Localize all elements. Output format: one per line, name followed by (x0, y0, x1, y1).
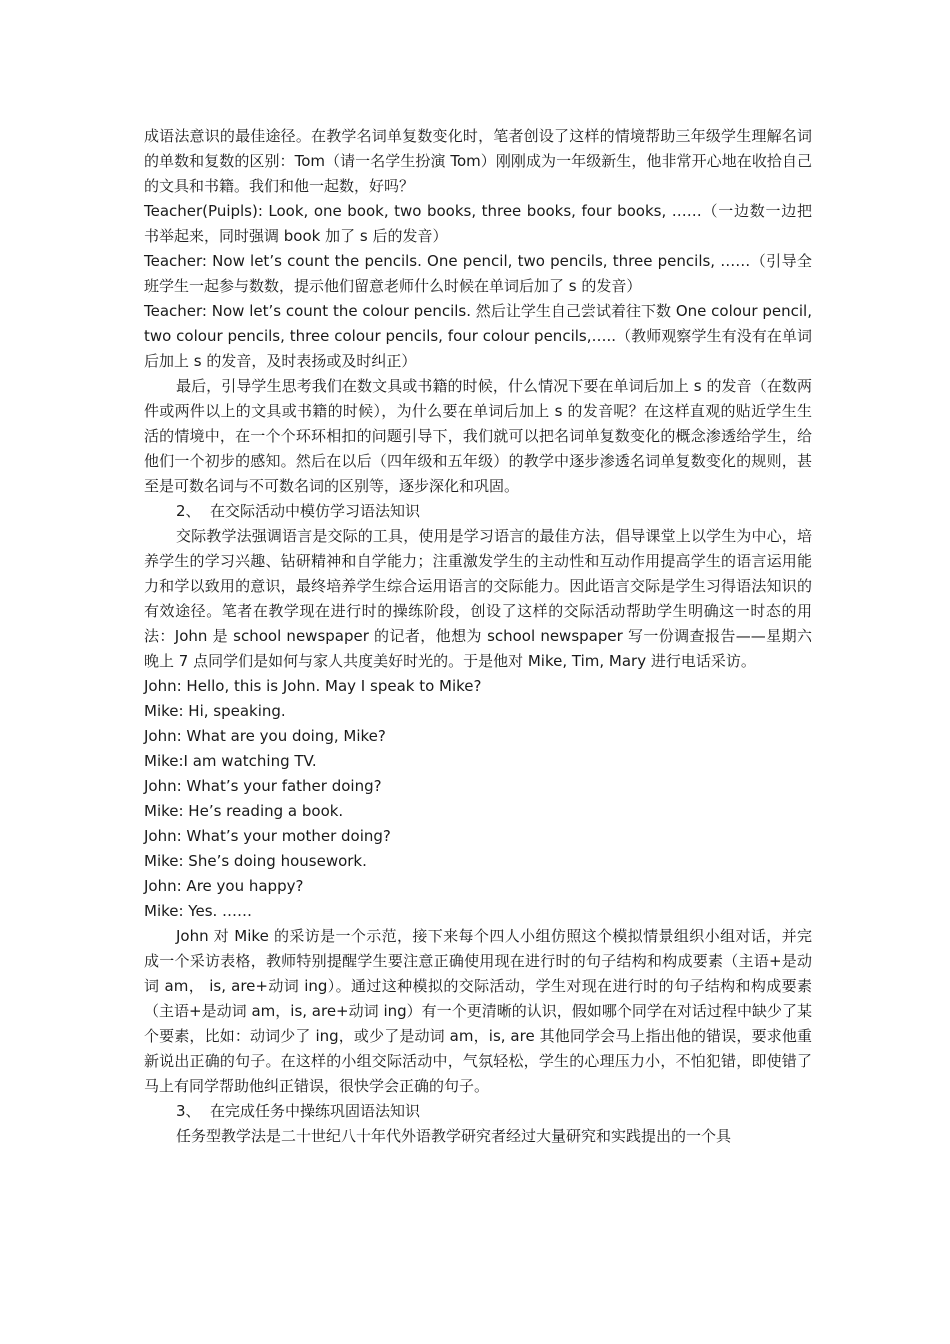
dialogue-line: Mike:I am watching TV. (144, 752, 317, 770)
paragraph-count-colour-pencils: Teacher: Now let’s count the colour pencils. 然后让学生自己尝试着往下数 One colour pencil, two colour pencils, three colour pencils, four colour pencils,…..（教师观察学生有没有在单词后加上 s 的发音，及时表扬或及时纠正） (144, 302, 812, 370)
section-number: 3、 (176, 1102, 201, 1120)
section-title: 在完成任务中操练巩固语法知识 (210, 1102, 421, 1120)
paragraph-count-pencils: Teacher: Now let’s count the pencils. One pencil, two pencils, three pencils, ……（引导全班学生一起参与数数，提示他们留意老师什么时候在单词后加了 s 的发音） (144, 252, 812, 295)
paragraph-count-books: Teacher(Puipls): Look, one book, two books, three books, four books, ……（一边数一边把书举起来，同时强调 book 加了 s 后的发音） (144, 202, 812, 245)
section-number: 2、 (176, 502, 201, 520)
dialogue-line: Mike: Hi, speaking. (144, 702, 286, 720)
dialogue-line: John: Are you happy? (144, 877, 304, 895)
dialogue-line: John: What are you doing, Mike? (144, 727, 386, 745)
paragraph-summary: 最后，引导学生思考我们在数文具或书籍的时候，什么情况下要在单词后加上 s 的发音（在数两件或两件以上的文具或书籍的时候），为什么要在单词后加上 s 的发音呢？在这样直观的贴近学生生活的情境中，在一个个环环相扣的问题引导下，我们就可以把名词单复数变化的概念渗透给学生，给他们一个初步的感知。然后在以后（四年级和五年级）的教学中逐步渗透名词单复数变化的规则，甚至是可数名词与不可数名词的区别等，逐步深化和巩固。 (144, 377, 812, 495)
section-heading-3 (144, 1099, 812, 1124)
paragraph-task-based-method: 任务型教学法是二十世纪八十年代外语教学研究者经过大量研究和实践提出的一个具 (176, 1127, 732, 1145)
dialogue-line: John: What’s your father doing? (144, 777, 382, 795)
section-heading-2 (144, 499, 812, 524)
dialogue-line: Mike: She’s doing housework. (144, 852, 367, 870)
paragraph-noun-plural-intro: 成语法意识的最佳途径。在教学名词单复数变化时，笔者创设了这样的情境帮助三年级学生理解名词的单数和复数的区别：Tom（请一名学生扮演 Tom）刚刚成为一年级新生，他非常开心地在收拾自己的文具和书籍。我们和他一起数，好吗？ (144, 127, 812, 195)
dialogue-line: John: What’s your mother doing? (144, 827, 391, 845)
dialogue-line: Mike: Yes. …… (144, 902, 253, 920)
section-title: 在交际活动中模仿学习语法知识 (210, 502, 421, 520)
dialogue-line: Mike: He’s reading a book. (144, 802, 344, 820)
paragraph-communicative-method: 交际教学法强调语言是交际的工具，使用是学习语言的最佳方法，倡导课堂上以学生为中心，培养学生的学习兴趣、钻研精神和自学能力；注重激发学生的主动性和互动作用提高学生的语言运用能力和学以致用的意识，最终培养学生综合运用语言的交际能力。因此语言交际是学生习得语法知识的有效途径。笔者在教学现在进行时的操练阶段，创设了这样的交际活动帮助学生明确这一时态的用法：John 是 school newspaper 的记者，他想为 school newspaper 写一份调查报告——星期六晚上 7 点同学们是如何与家人共度美好时光的。于是他对 Mike, Tim, Mary 进行电话采访。 (144, 527, 812, 670)
dialogue-line: John: Hello, this is John. May I speak to Mike? (144, 677, 482, 695)
document-body (144, 124, 812, 1149)
paragraph-interview-practice: John 对 Mike 的采访是一个示范，接下来每个四人小组仿照这个模拟情景组织小组对话，并完成一个采访表格，教师特别提醒学生要注意正确使用现在进行时的句子结构和构成要素（主语+是动词 am， is, are+动词 ing）。通过这种模拟的交际活动，学生对现在进行时的句子结构和构成要素（主语+是动词 am，is, are+动词 ing）有一个更清晰的认识，假如哪个同学在对话过程中缺少了某个要素，比如：动词少了 ing，或少了是动词 am，is, are 其他同学会马上指出他的错误，要求他重新说出正确的句子。在这样的小组交际活动中，气氛轻松，学生的心理压力小，不怕犯错，即使错了马上有同学帮助他纠正错误，很快学会正确的句子。 (144, 927, 812, 1095)
